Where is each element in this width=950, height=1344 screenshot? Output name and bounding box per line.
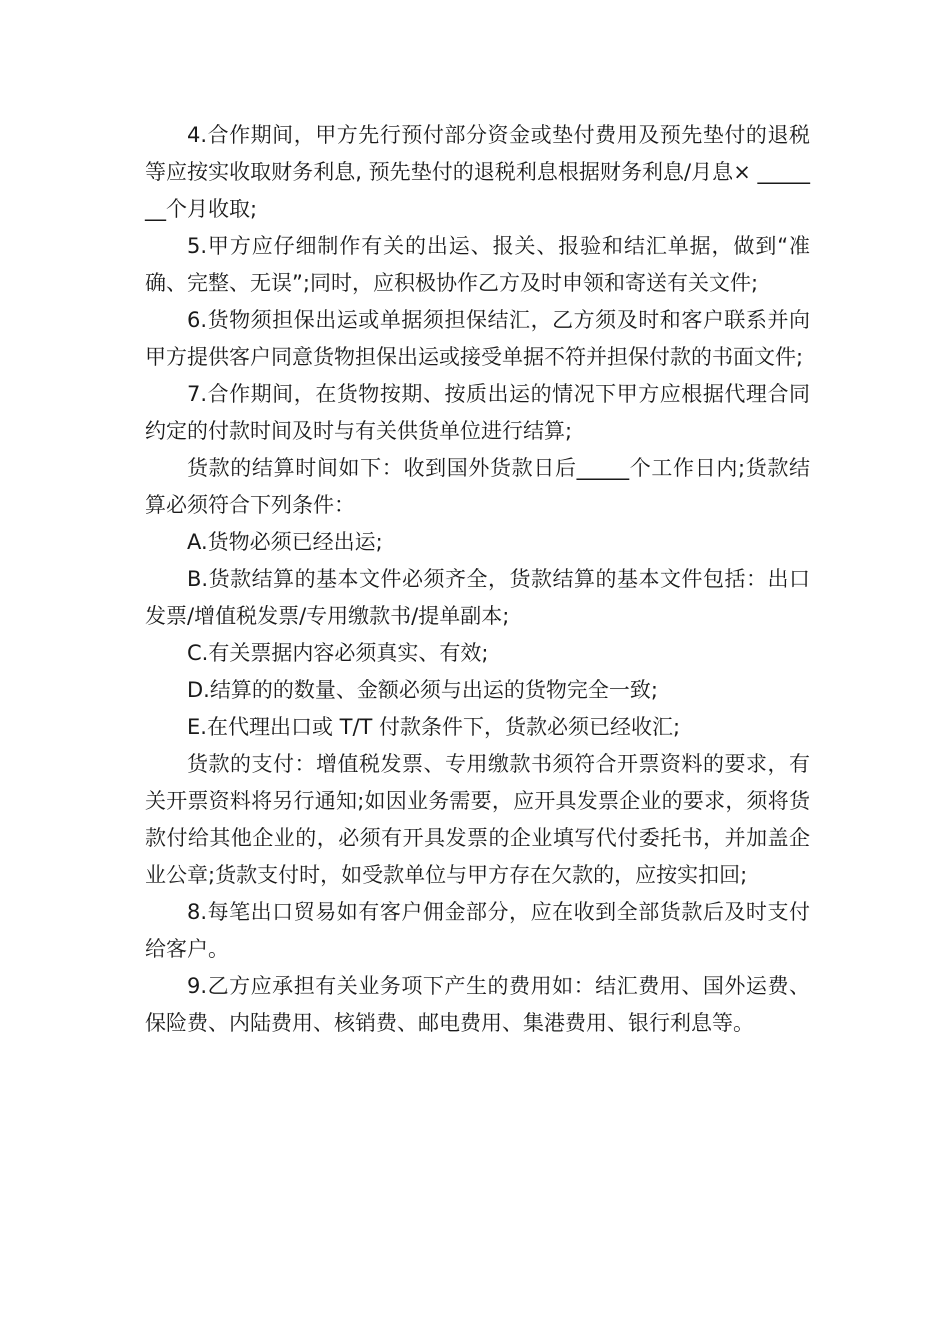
paragraph-item-7: 7.合作期间，在货物按期、按质出运的情况下甲方应根据代理合同约定的付款时间及时与有关供货单位进行结算;: [145, 382, 810, 443]
paragraph-condition-c: C.有关票据内容必须真实、有效;: [187, 641, 489, 665]
paragraph-item-4: 4.合作期间，甲方先行预付部分资金或垫付费用及预先垫付的退税等应按实收取财务利息, 预先垫付的退税利息根据财务利息/月息× _______个月收取;: [145, 123, 810, 221]
paragraph-condition-d: D.结算的的数量、金额必须与出运的货物完全一致;: [187, 678, 658, 702]
paragraph-condition-a: A.货物必须已经出运;: [187, 530, 383, 554]
paragraph-item-6: 6.货物须担保出运或单据须担保结汇，乙方须及时和客户联系并向甲方提供客户同意货物担保出运或接受单据不符并担保付款的书面文件;: [145, 308, 810, 369]
paragraph-settlement-time: 货款的结算时间如下：收到国外货款日后_____个工作日内;货款结算必须符合下列条件：: [145, 456, 810, 517]
paragraph-item-9: 9.乙方应承担有关业务项下产生的费用如：结汇费用、国外运费、保险费、内陆费用、核销费、邮电费用、集港费用、银行利息等。: [145, 974, 810, 1035]
paragraph-condition-b: B.货款结算的基本文件必须齐全，货款结算的基本文件包括：出口发票/增值税发票/专用缴款书/提单副本;: [145, 567, 810, 628]
paragraph-payment: 货款的支付：增值税发票、专用缴款书须符合开票资料的要求，有关开票资料将另行通知;如因业务需要，应开具发票企业的要求，须将货款付给其他企业的，必须有开具发票的企业填写代付委托书，并加盖企业公章;货款支付时，如受款单位与甲方存在欠款的，应按实扣回;: [145, 752, 810, 887]
paragraph-condition-e: E.在代理出口或 T/T 付款条件下，货款必须已经收汇;: [187, 715, 681, 739]
paragraph-item-5: 5.甲方应仔细制作有关的出运、报关、报验和结汇单据，做到“准确、完整、无误”;同时，应积极协作乙方及时申领和寄送有关文件;: [145, 234, 810, 295]
paragraph-item-8: 8.每笔出口贸易如有客户佣金部分，应在收到全部货款后及时支付给客户。: [145, 900, 810, 961]
document-body: [145, 117, 810, 1042]
